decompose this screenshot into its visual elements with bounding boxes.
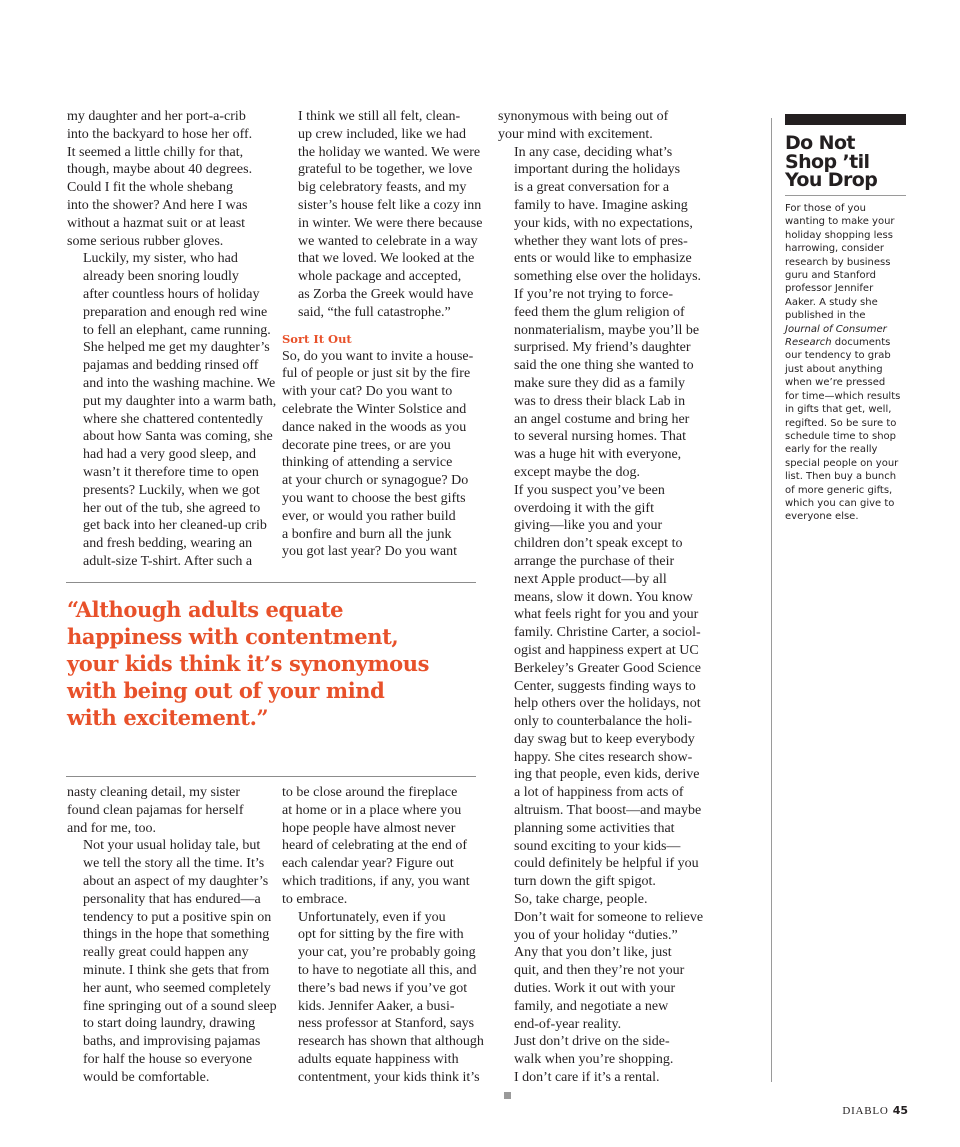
text-line: her aunt, who seemed completely xyxy=(83,980,271,996)
sidebar-divider xyxy=(771,118,772,1082)
text-line: to have to negotiate all this, and xyxy=(298,962,477,978)
text-line: turn down the gift spigot. xyxy=(514,874,656,890)
text-line: you got last year? Do you want xyxy=(282,544,457,560)
text-line: decorate pine trees, or are you xyxy=(282,437,451,453)
text-line: I don’t care if it’s a rental. xyxy=(514,1070,660,1086)
text-line: really great could happen any xyxy=(83,945,249,961)
sidebar-text-line: wanting to make your xyxy=(785,216,895,228)
text-line: research has shown that although xyxy=(298,1034,484,1050)
text-line: get back into her cleaned-up crib xyxy=(83,518,267,534)
sidebar-text-line: in gifts that get, well, xyxy=(785,404,892,416)
text-line: I think we still all felt, clean- xyxy=(298,109,461,124)
text-line-with-endmark xyxy=(498,1069,698,1105)
text-line: at home or in a place where you xyxy=(282,802,462,818)
paragraph xyxy=(282,108,482,322)
text-line: baths, and improvising pajamas xyxy=(83,1034,261,1050)
text-line: Berkeley’s Greater Good Science xyxy=(514,660,701,676)
paragraph xyxy=(498,482,702,891)
text-line: tendency to put a positive spin on xyxy=(83,909,272,925)
text-line: arrange the purchase of their xyxy=(514,553,675,569)
text-line: your kids, with no expectations, xyxy=(514,215,693,231)
text-line: In any case, deciding what’s xyxy=(514,144,673,160)
text-line: whether they want lots of pres- xyxy=(514,233,688,249)
text-line: what feels right for you and your xyxy=(514,607,699,623)
article-column-1-bottom xyxy=(67,784,277,1087)
paragraph xyxy=(498,144,702,482)
sidebar-text: documents xyxy=(831,337,891,349)
text-line: ing that people, even kids, derive xyxy=(514,767,700,783)
article-column-2-top xyxy=(282,108,482,561)
text-line: as Zorba the Greek would have xyxy=(298,286,474,302)
sidebar-text-line: just about anything xyxy=(785,363,883,375)
text-line: some serious rubber gloves. xyxy=(67,233,224,249)
sidebar-header-bar xyxy=(785,114,906,125)
text-line: we tell the story all the time. It’s xyxy=(83,856,265,872)
text-line: ness professor at Stanford, says xyxy=(298,1016,475,1032)
text-line: children don’t speak except to xyxy=(514,536,683,552)
sidebar-text-line: when we’re pressed xyxy=(785,377,886,389)
sidebar-title-line: Do Not xyxy=(785,132,855,154)
text-line: put my daughter into a warm bath, xyxy=(83,393,277,409)
text-line: had had a very good sleep, and xyxy=(83,447,256,463)
text-line: whole package and accepted, xyxy=(298,269,462,285)
text-line: about how Santa was coming, she xyxy=(83,429,273,445)
text-line: a lot of happiness from acts of xyxy=(514,785,684,801)
text-line: help others over the holidays, not xyxy=(514,696,701,712)
paragraph xyxy=(67,837,277,1086)
text-line: big celebratory feasts, and my xyxy=(298,180,467,196)
text-line: to several nursing homes. That xyxy=(514,429,686,445)
sidebar-text-line: everyone else. xyxy=(785,511,859,523)
text-line: my daughter and her port-a-crib xyxy=(67,109,246,124)
text-line: up crew included, like we had xyxy=(298,126,466,142)
text-line: sound exciting to your kids— xyxy=(514,838,681,854)
text-line: hope people have almost never xyxy=(282,820,456,836)
text-line: next Apple product—by all xyxy=(514,571,667,587)
text-line: without a hazmat suit or at least xyxy=(67,215,246,231)
text-line: you want to choose the best gifts xyxy=(282,490,466,506)
paragraph xyxy=(498,891,704,1033)
pull-quote xyxy=(67,596,477,731)
text-line: Not your usual holiday tale, but xyxy=(83,838,261,854)
text-line: walk when you’re shopping. xyxy=(514,1052,674,1068)
text-line: surprised. My friend’s daughter xyxy=(514,340,691,356)
text-line: into the backyard to hose her off. xyxy=(67,126,253,142)
text-line: family to have. Imagine asking xyxy=(514,197,688,213)
text-line: to fell an elephant, came running. xyxy=(83,322,271,338)
text-line: something else over the holidays. xyxy=(514,269,702,285)
text-line: you of your holiday “duties.” xyxy=(514,927,678,943)
sidebar-text-line: of more generic gifts, xyxy=(785,484,893,496)
text-line: was to dress their black Lab in xyxy=(514,393,686,409)
text-line: adult-size T-shirt. After such a xyxy=(83,553,253,569)
text-line: would be comfortable. xyxy=(83,1069,210,1085)
sidebar-text-line: holiday shopping less xyxy=(785,229,893,241)
paragraph xyxy=(498,108,698,144)
text-line: ful of people or just sit by the fire xyxy=(282,366,471,382)
text-line: your cat, you’re probably going xyxy=(298,945,476,961)
text-line: to start doing laundry, drawing xyxy=(83,1016,256,1032)
text-line: So, take charge, people. xyxy=(514,892,648,908)
text-line: make sure they did as a family xyxy=(514,375,686,391)
sidebar-text-line: schedule time to shop xyxy=(785,430,896,442)
text-line: each calendar year? Figure out xyxy=(282,856,454,872)
text-line: the holiday we wanted. We were xyxy=(298,144,481,160)
text-line: celebrate the Winter Solstice and xyxy=(282,401,467,417)
text-line: feed them the glum religion of xyxy=(514,304,685,320)
text-line: which traditions, if any, you want xyxy=(282,873,470,889)
text-line: your mind with excitement. xyxy=(498,126,653,142)
text-line: family. Christine Carter, a sociol- xyxy=(514,625,701,641)
text-line: means, slow it down. You know xyxy=(514,589,693,605)
text-line: and into the washing machine. We xyxy=(83,375,276,391)
text-line: we wanted to celebrate in a way xyxy=(298,233,478,249)
text-line: where she chattered contentedly xyxy=(83,411,263,427)
text-line: dance naked in the woods as you xyxy=(282,419,467,435)
journal-title: Journal of Consumer xyxy=(785,323,887,335)
text-line: presents? Luckily, when we got xyxy=(83,482,260,498)
text-line: after countless hours of holiday xyxy=(83,286,260,302)
text-line: personality that has endured—a xyxy=(83,891,261,907)
text-line: Unfortunately, even if you xyxy=(298,909,446,925)
text-line: synonymous with being out of xyxy=(498,109,669,124)
text-line: about an aspect of my daughter’s xyxy=(83,873,269,889)
sidebar-text-line: which you can give to xyxy=(785,497,895,509)
pull-quote-line: your kids think it’s synonymous xyxy=(67,651,430,676)
sidebar-text-line: for time—which results xyxy=(785,390,901,402)
text-line: minute. I think she gets that from xyxy=(83,962,270,978)
pull-quote-top-rule xyxy=(66,582,476,583)
text-line: a bonfire and burn all the junk xyxy=(282,526,452,542)
sidebar-text-line: professor Jennifer xyxy=(785,283,874,295)
sidebar-text-line: list. Then buy a bunch xyxy=(785,471,897,483)
text-line: happy. She cites research show- xyxy=(514,749,693,765)
text-line: grateful to be together, we love xyxy=(298,162,473,178)
text-line: end-of-year reality. xyxy=(514,1016,622,1032)
text-line: nonmaterialism, maybe you’ll be xyxy=(514,322,700,338)
text-line: things in the hope that something xyxy=(83,927,270,943)
end-mark-icon xyxy=(504,1092,511,1099)
text-line: that we loved. We looked at the xyxy=(298,251,475,267)
sidebar-text-line: our tendency to grab xyxy=(785,350,891,362)
paragraph xyxy=(67,784,267,837)
text-line: fine springing out of a sound sleep xyxy=(83,998,277,1014)
text-line: giving—like you and your xyxy=(514,518,663,534)
paragraph xyxy=(67,250,277,570)
text-line: there’s bad news if you’ve got xyxy=(298,980,468,996)
text-line: into the shower? And here I was xyxy=(67,197,248,213)
text-line: So, do you want to invite a house- xyxy=(282,348,474,364)
paragraph xyxy=(67,108,267,250)
pull-quote-line: with excitement.” xyxy=(67,705,269,730)
section-subhead: Sort It Out xyxy=(282,331,352,346)
text-line: Center, suggests finding ways to xyxy=(514,678,696,694)
sidebar-title-rule xyxy=(785,195,906,196)
text-line: preparation and enough red wine xyxy=(83,304,268,320)
sidebar-text-line: For those of you xyxy=(785,203,866,214)
article-column-2-bottom xyxy=(282,784,482,1087)
text-line: said the one thing she wanted to xyxy=(514,358,694,374)
text-line: in winter. We were there because xyxy=(298,215,483,231)
paragraph xyxy=(282,348,482,562)
text-line: important during the holidays xyxy=(514,162,681,178)
text-line: sister’s house felt like a cozy inn xyxy=(298,197,482,213)
sidebar-text-line xyxy=(785,323,910,336)
text-line: found clean pajamas for herself xyxy=(67,802,244,818)
sidebar-text-line: regifted. So be sure to xyxy=(785,417,897,429)
sidebar-text-line: Aaker. A study she xyxy=(785,296,878,308)
text-line: ogist and happiness expert at UC xyxy=(514,642,699,658)
text-line: It seemed a little chilly for that, xyxy=(67,144,244,160)
text-line: nasty cleaning detail, my sister xyxy=(67,785,241,800)
sidebar-title-line: Shop ’til xyxy=(785,150,870,173)
text-line: opt for sitting by the fire with xyxy=(298,927,464,943)
text-line: an angel costume and bring her xyxy=(514,411,690,427)
text-line: day swag but to keep everybody xyxy=(514,731,695,747)
pull-quote-line: with being out of your mind xyxy=(67,678,385,703)
text-line: contentment, your kids think it’s xyxy=(298,1069,480,1085)
text-line: and fresh bedding, wearing an xyxy=(83,536,253,552)
text-line: only to counterbalance the holi- xyxy=(514,714,693,730)
text-line: is a great conversation for a xyxy=(514,180,670,196)
page-folio xyxy=(842,1104,908,1117)
text-line: thinking of attending a service xyxy=(282,455,453,471)
text-line: duties. Work it out with your xyxy=(514,981,676,997)
paragraph xyxy=(282,909,482,1087)
text-line: She helped me get my daughter’s xyxy=(83,340,270,356)
text-line: with your cat? Do you want to xyxy=(282,384,453,400)
text-line: adults equate happiness with xyxy=(298,1051,459,1067)
text-line: was a huge hit with everyone, xyxy=(514,447,682,463)
text-line: pajamas and bedding rinsed off xyxy=(83,358,259,374)
text-line: altruism. That boost—and maybe xyxy=(514,803,702,819)
text-line: planning some activities that xyxy=(514,820,675,836)
text-line: Could I fit the whole shebang xyxy=(67,180,234,196)
text-line: overdoing it with the gift xyxy=(514,500,654,516)
sidebar-text-line: special people on your xyxy=(785,457,899,469)
text-line: and for me, too. xyxy=(67,820,157,836)
text-line: ever, or would you rather build xyxy=(282,508,456,524)
text-line: though, maybe about 40 degrees. xyxy=(67,162,253,178)
pull-quote-line: happiness with contentment, xyxy=(67,624,399,649)
journal-title: Research xyxy=(785,337,832,349)
article-column-3 xyxy=(498,108,704,1105)
paragraph xyxy=(282,784,482,909)
article-column-1-top xyxy=(67,108,277,571)
text-line: at your church or synagogue? Do xyxy=(282,473,469,489)
text-line: said, “the full catastrophe.” xyxy=(298,304,451,320)
page-number: 45 xyxy=(892,1104,908,1117)
sidebar-text-line: guru and Stanford xyxy=(785,270,876,282)
sidebar-text-line: early for the really xyxy=(785,444,878,456)
text-line: to be close around the fireplace xyxy=(282,785,458,800)
sidebar-text-line xyxy=(785,336,910,349)
text-line: Just don’t drive on the side- xyxy=(514,1034,670,1050)
sidebar-text-line: published in the xyxy=(785,310,866,322)
text-line: to embrace. xyxy=(282,891,348,907)
pull-quote-bottom-rule xyxy=(66,776,476,777)
text-line: If you’re not trying to force- xyxy=(514,286,673,302)
text-line: her out of the tub, she agreed to xyxy=(83,500,261,516)
text-line: Don’t wait for someone to relieve xyxy=(514,909,704,925)
sidebar-title xyxy=(785,134,915,190)
text-line: If you suspect you’ve been xyxy=(514,482,665,498)
sidebar-text-line: harrowing, consider xyxy=(785,243,884,255)
text-line: ents or would like to emphasize xyxy=(514,251,692,267)
sidebar-body xyxy=(785,202,910,524)
text-line: already been snoring loudly xyxy=(83,269,239,285)
text-line: could definitely be helpful if you xyxy=(514,856,699,872)
text-line: heard of celebrating at the end of xyxy=(282,838,468,854)
text-line: quit, and then they’re not your xyxy=(514,963,685,979)
text-line: Luckily, my sister, who had xyxy=(83,251,238,267)
sidebar-text-line: research by business xyxy=(785,256,891,268)
paragraph xyxy=(498,1033,698,1104)
text-line: Any that you don’t like, just xyxy=(514,945,672,961)
text-line: wasn’t it therefore time to open xyxy=(83,464,259,480)
sidebar-title-line: You Drop xyxy=(785,169,878,191)
magazine-name: DIABLO xyxy=(842,1105,889,1117)
text-line: except maybe the dog. xyxy=(514,464,640,480)
text-line: for half the house so everyone xyxy=(83,1051,253,1067)
text-line: family, and negotiate a new xyxy=(514,998,669,1014)
text-line: kids. Jennifer Aaker, a busi- xyxy=(298,998,455,1014)
pull-quote-line: “Although adults equate xyxy=(67,597,344,622)
